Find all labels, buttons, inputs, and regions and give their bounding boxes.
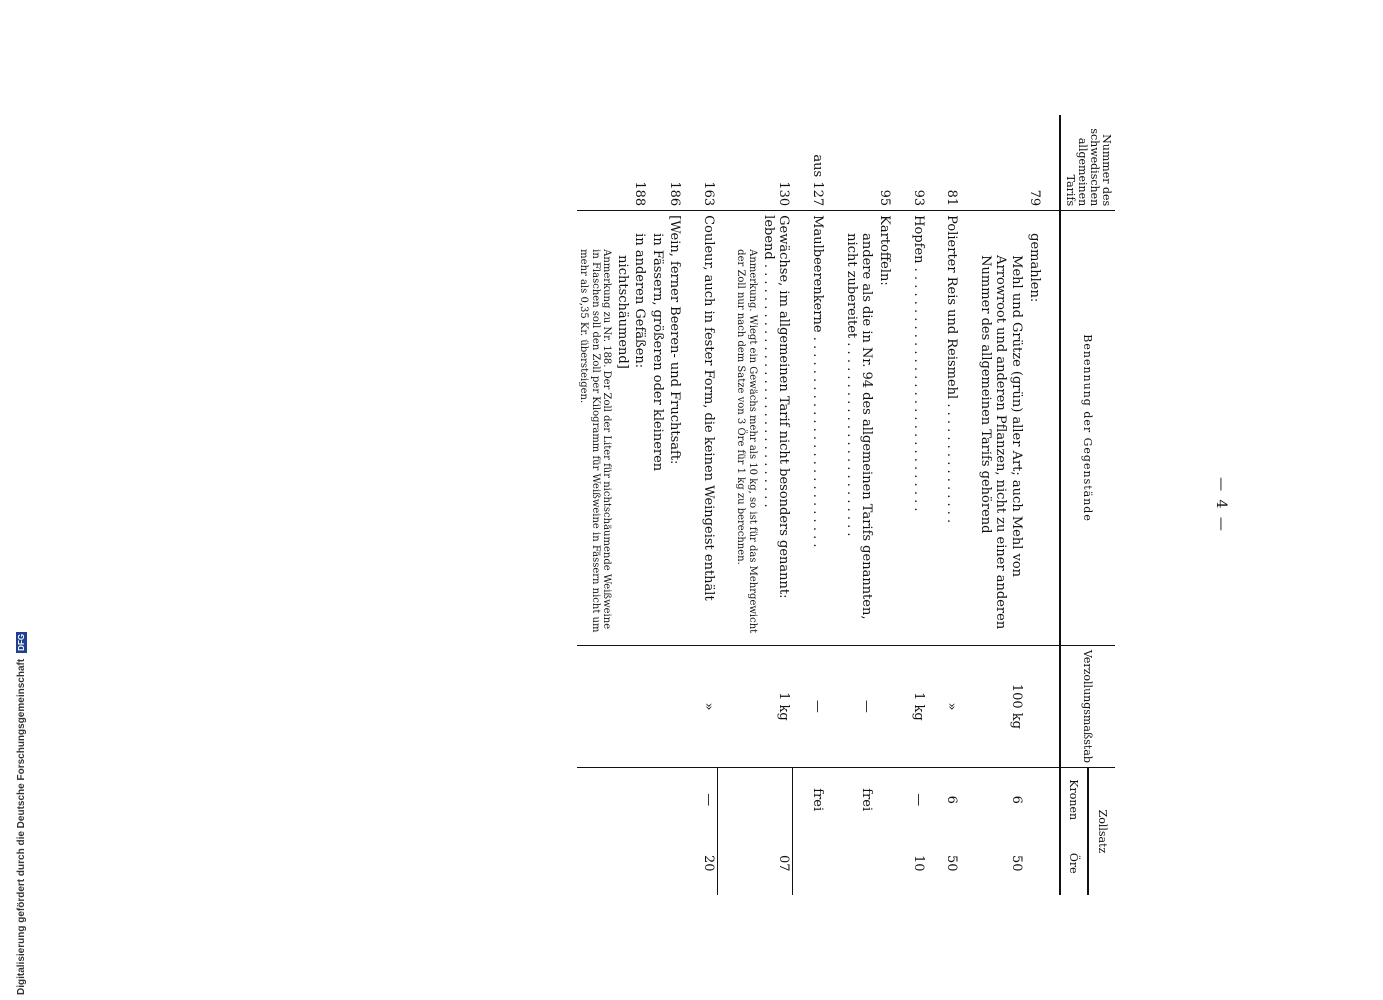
duty-ore — [666, 831, 684, 895]
duty-kronen — [759, 767, 792, 831]
duty-ore — [809, 831, 827, 895]
duty-ore: 10 — [910, 854, 926, 872]
item-description: Kartoffeln: — [875, 211, 893, 646]
item-description: gemahlen: — [1025, 211, 1043, 646]
measure: » — [943, 645, 961, 767]
item-description: nichtschäumend] — [613, 211, 631, 646]
duty-kronen — [613, 767, 631, 831]
duty-ore: 50 — [944, 854, 960, 872]
measure — [613, 645, 631, 767]
measure — [875, 645, 893, 767]
measure — [631, 645, 649, 767]
item-description: andere als die in Nr. 94 des allgemeinen Tarifs genannten, nicht zubereitet . . . . . . . . . . . . . . . . . . . . . . . . — [842, 211, 875, 646]
table-row — [648, 115, 666, 895]
duty-kronen — [734, 767, 759, 831]
measure: — — [842, 645, 875, 767]
item-description: Couleur, auch in fester Form, die keinen Weingeist enthält — [699, 211, 717, 646]
duty-kronen: 6 — [1009, 795, 1025, 804]
item-description: Mehl und Grütze (grün) aller Art; auch Mehl von Arrowroot und anderen Pflanzen, nicht zu einer anderen Nummer des allgemeinen Tarifs gehörend — [976, 211, 1025, 646]
table-row — [943, 115, 961, 895]
tariff-number: aus 127 — [809, 115, 827, 211]
table-row — [909, 115, 927, 895]
table-row — [1025, 115, 1043, 895]
table-row — [734, 115, 759, 895]
tariff-number: 186 — [666, 115, 684, 211]
header-measure: Verzollungsmaßstab — [1060, 645, 1115, 767]
item-description: Gewächse, im allgemeinen Tarif nicht besonders genannt: lebend . . . . . . . . . . . . . . . . . . . . . . . . . . . . . . — [759, 211, 792, 646]
duty-kronen: — — [910, 793, 926, 807]
table-row — [631, 115, 649, 895]
dfg-logo: DFG — [16, 633, 26, 651]
tariff-number: 188 — [631, 115, 649, 211]
duty-kronen: frei — [810, 788, 826, 812]
header-duty: Zollsatz — [1088, 767, 1115, 895]
tariff-table — [577, 115, 1115, 895]
header-ore: Öre — [1060, 831, 1088, 895]
item-description: Hopfen . . . . . . . . . . . . . . . . . . . . . . . . . . . . . . — [909, 211, 927, 646]
tariff-number — [734, 115, 759, 211]
tariff-number: 81 — [943, 115, 961, 211]
tariff-number — [648, 115, 666, 211]
duty-ore: 50 — [1009, 854, 1025, 872]
measure — [734, 645, 759, 767]
duty-kronen: frei — [859, 788, 875, 812]
duty-kronen — [875, 767, 893, 831]
table-row — [809, 115, 827, 895]
duty-ore — [648, 831, 666, 895]
duty-ore — [577, 831, 614, 895]
credit-text: Digitalisierung gefördert durch die Deutsche Forschungsgemeinschaft — [15, 658, 27, 995]
duty-kronen: — — [699, 767, 717, 831]
duty-kronen — [666, 767, 684, 831]
table-row — [613, 115, 631, 895]
header-kronen: Kronen — [1060, 767, 1088, 831]
table-row — [666, 115, 684, 895]
tariff-number — [613, 115, 631, 211]
duty-ore: 07 — [759, 831, 792, 895]
measure: 100 kg — [976, 645, 1025, 767]
table-row — [699, 115, 717, 895]
measure: 1 kg — [909, 645, 927, 767]
item-description: in Fässern, größeren oder kleineren — [648, 211, 666, 646]
tariff-number: 79 — [1025, 115, 1043, 211]
duty-ore — [613, 831, 631, 895]
measure — [648, 645, 666, 767]
table-row — [577, 115, 614, 895]
header-description: Benennung der Gegenstände — [1060, 211, 1115, 646]
measure — [1025, 645, 1043, 767]
tariff-number: 95 — [875, 115, 893, 211]
tariff-number: 163 — [699, 115, 717, 211]
tariff-number — [976, 115, 1025, 211]
item-description: Polierter Reis und Reismehl . . . . . . . . . . . . . . . — [943, 211, 961, 646]
table-row — [976, 115, 1025, 895]
rotated-document-page — [210, 115, 1229, 895]
duty-kronen: 6 — [944, 795, 960, 804]
tariff-number: 130 — [759, 115, 792, 211]
duty-kronen — [577, 767, 614, 831]
tariff-number: 93 — [909, 115, 927, 211]
item-description: [Wein, ferner Beeren- und Fruchtsaft: — [666, 211, 684, 646]
measure: 1 kg — [759, 645, 792, 767]
duty-kronen — [1025, 767, 1043, 831]
duty-ore — [1025, 831, 1043, 895]
measure — [577, 645, 614, 767]
table-row — [875, 115, 893, 895]
measure — [666, 645, 684, 767]
annotation: Anmerkung. Wiegt ein Gewächs mehr als 10 kg, so ist für das Mehrgewicht der Zoll nur nach dem Satze von 3 Öre für 1 kg zu berechnen. — [734, 211, 759, 646]
table-row — [759, 115, 792, 895]
header-tariff-number: Nummer des schwedischen allgemeinen Tarifs — [1060, 115, 1115, 211]
duty-ore — [631, 831, 649, 895]
duty-ore — [875, 831, 893, 895]
duty-ore — [842, 831, 875, 895]
table-row — [842, 115, 875, 895]
duty-ore: 20 — [699, 831, 717, 895]
duty-kronen — [648, 767, 666, 831]
measure: » — [699, 645, 717, 767]
tariff-number — [842, 115, 875, 211]
measure: — — [809, 645, 827, 767]
duty-kronen — [631, 767, 649, 831]
page-number: — 4 — — [1213, 477, 1229, 533]
duty-ore — [734, 831, 759, 895]
item-description: in anderen Gefäßen: — [631, 211, 649, 646]
digitization-credit — [14, 595, 28, 995]
annotation: Anmerkung zu Nr. 188. Der Zoll der Liter für nichtschäumende Weißweine in Flaschen soll den Zoll per Kilogramm für Weißweine in Fässern nicht um mehr als 0,35 Kr. übersteigen. — [577, 211, 614, 646]
tariff-number — [577, 115, 614, 211]
item-description: Maulbeerenkerne . . . . . . . . . . . . . . . . . . . . . . . . . . — [809, 211, 827, 646]
